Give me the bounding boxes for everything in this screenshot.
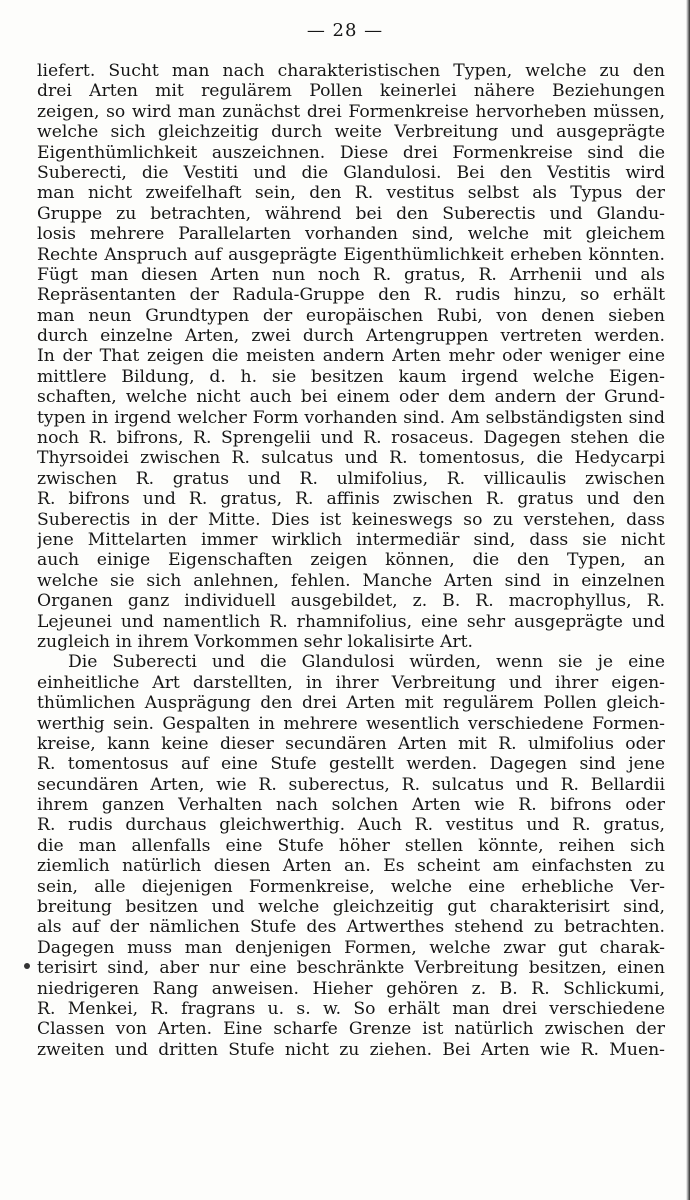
text-line: typen in irgend welcher Form vorhanden sind. Am selbständigsten sind [37, 407, 665, 428]
text-line: Die Suberecti und die Glandulosi würden, wenn sie je eine [68, 652, 665, 673]
text-line: zugleich in ihrem Vorkommen sehr lokalisirte Art. [37, 631, 473, 652]
text-line: noch R. bifrons, R. Sprengelii und R. rosaceus. Dagegen stehen die [37, 428, 665, 449]
text-line: auch einige Eigenschaften zeigen können, die den Typen, an [37, 550, 665, 571]
text-line: terisirt sind, aber nur eine beschränkte Verbreitung besitzen, einen [37, 958, 665, 979]
text-line: Eigenthümlichkeit auszeichnen. Diese drei Formenkreise sind die [37, 142, 665, 163]
text-line: als auf der nämlichen Stufe des Artwerthes stehend zu betrachten. [37, 917, 665, 938]
text-line: R. Menkei, R. fragrans u. s. w. So erhält man drei verschiedene [37, 998, 665, 1019]
text-line: liefert. Sucht man nach charakteristischen Typen, welche zu den [37, 61, 665, 81]
text-line: Suberectis in der Mitte. Dies ist keineswegs so zu verstehen, dass [37, 509, 665, 530]
text-line: durch einzelne Arten, zwei durch Artengruppen vertreten werden. [37, 326, 665, 347]
text-line: sein, alle diejenigen Formenkreise, welche eine erhebliche Ver- [37, 876, 665, 897]
text-line: kreise, kann keine dieser secundären Arten mit R. ulmifolius oder [37, 733, 665, 754]
ink-speck [24, 963, 30, 969]
text-line: werthig sein. Gespalten in mehrere wesentlich verschiedene Formen- [37, 713, 665, 734]
text-line: zweiten und dritten Stufe nicht zu ziehen. Bei Arten wie R. Muen- [37, 1039, 665, 1060]
text-line: zwischen R. gratus und R. ulmifolius, R. villicaulis zwischen [37, 468, 665, 489]
text-line: niedrigeren Rang anweisen. Hieher gehören z. B. R. Schlickumi, [37, 978, 665, 999]
text-line: Dagegen muss man denjenigen Formen, welche zwar gut charak- [37, 937, 665, 958]
text-line: welche sich gleichzeitig durch weite Verbreitung und ausgeprägte [37, 122, 665, 143]
text-line: man neun Grundtypen der europäischen Rubi, von denen sieben [37, 305, 665, 326]
text-line: Thyrsoidei zwischen R. sulcatus und R. tomentosus, die Hedycarpi [37, 448, 665, 469]
text-line: Organen ganz individuell ausgebildet, z. B. R. macrophyllus, R. [37, 591, 665, 612]
text-line: Lejeunei und namentlich R. rhamnifolius, eine sehr ausgeprägte und [37, 611, 665, 632]
text-line: In der That zeigen die meisten andern Arten mehr oder weniger eine [37, 346, 665, 367]
text-line: Repräsentanten der Radula-Gruppe den R. rudis hinzu, so erhält [37, 285, 665, 306]
text-line: breitung besitzen und welche gleichzeitig gut charakterisirt sind, [37, 897, 665, 918]
text-line: Suberecti, die Vestiti und die Glandulosi. Bei den Vestitis wird [37, 162, 665, 183]
text-line: losis mehrere Parallelarten vorhanden sind, welche mit gleichem [37, 224, 665, 245]
text-line: einheitliche Art darstellten, in ihrer Verbreitung und ihrer eigen- [37, 672, 665, 693]
text-line: schaften, welche nicht auch bei einem oder dem andern der Grund- [37, 387, 665, 408]
text-line: secundären Arten, wie R. suberectus, R. sulcatus und R. Bellardii [37, 774, 665, 795]
text-line: Fügt man diesen Arten nun noch R. gratus, R. Arrhenii und als [37, 264, 665, 285]
text-line: Classen von Arten. Eine scharfe Grenze ist natürlich zwischen der [37, 1019, 665, 1040]
text-line: welche sie sich anlehnen, fehlen. Manche Arten sind in einzelnen [37, 570, 665, 591]
text-line: thümlichen Ausprägung den drei Arten mit regulärem Pollen gleich- [37, 693, 665, 714]
page-number: — 28 — [306, 20, 384, 41]
text-line: jene Mittelarten immer wirklich intermediär sind, dass sie nicht [37, 529, 665, 550]
text-line: mittlere Bildung, d. h. sie besitzen kaum irgend welche Eigen- [37, 366, 665, 387]
text-line: man nicht zweifelhaft sein, den R. vestitus selbst als Typus der [37, 183, 665, 204]
text-line: die man allenfalls eine Stufe höher stellen könnte, reihen sich [37, 835, 665, 856]
text-line: R. rudis durchaus gleichwerthig. Auch R. vestitus und R. gratus, [37, 815, 665, 836]
text-line: drei Arten mit regulärem Pollen keinerlei nähere Beziehungen [37, 81, 665, 102]
page-edge-shadow [686, 0, 690, 1200]
text-line: ziemlich natürlich diesen Arten an. Es scheint am einfachsten zu [37, 856, 665, 877]
text-line: R. tomentosus auf eine Stufe gestellt werden. Dagegen sind jene [37, 754, 665, 775]
text-line: ihrem ganzen Verhalten nach solchen Arten wie R. bifrons oder [37, 795, 665, 816]
body-text [37, 61, 665, 1060]
text-line: zeigen, so wird man zunächst drei Formenkreise hervorheben müssen, [37, 101, 665, 122]
text-line: Gruppe zu betrachten, während bei den Suberectis und Glandu- [37, 203, 665, 224]
text-line: Rechte Anspruch auf ausgeprägte Eigenthümlichkeit erheben könnten. [37, 244, 665, 265]
text-line: R. bifrons und R. gratus, R. affinis zwischen R. gratus und den [37, 489, 665, 510]
